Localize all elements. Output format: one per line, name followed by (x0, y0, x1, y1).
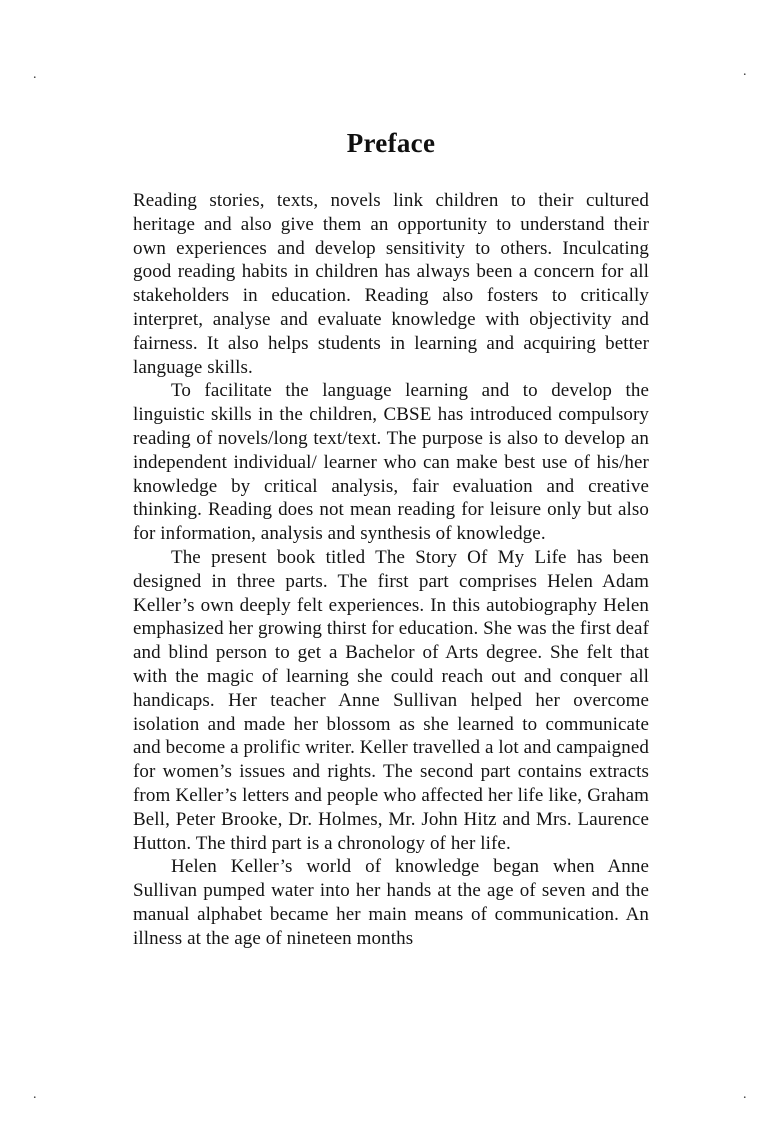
corner-mark-top-right: . (743, 64, 747, 79)
paragraph-4: Helen Keller’s world of knowledge began when Anne Sullivan pumped water into her hands at the age of seven and the manual alphabet became her main means of communication. An illness at the age of nineteen months (133, 856, 649, 949)
corner-mark-bottom-right: . (743, 1087, 747, 1102)
corner-mark-bottom-left: . (33, 1087, 37, 1102)
paragraph-2: To facilitate the language learning and to develop the linguistic skills in the children, CBSE has introduced compulsory reading of novels/long text/text. The purpose is also to develop an independent individual/ learner who can make best use of his/her knowledge by critical analysis, fair evaluation and creative thinking. Reading does not mean reading for leisure only but also for information, analysis and synthesis of knowledge. (133, 380, 649, 545)
corner-mark-top-left: . (33, 67, 37, 82)
page-content (133, 128, 649, 951)
paragraph-1: Reading stories, texts, novels link children to their cultured heritage and also give them an opportunity to understand their own experiences and develop sensitivity to others. Inculcating good reading habits in children has always been a concern for all stakeholders in education. Reading also fosters to critically interpret, analyse and evaluate knowledge with objectivity and fairness. It also helps students in learning and acquiring better language skills. (133, 190, 649, 378)
paragraph-3: The present book titled The Story Of My Life has been designed in three parts. The first part comprises Helen Adam Keller’s own deeply felt experiences. In this autobiography Helen emphasized her growing thirst for education. She was the first deaf and blind person to get a Bachelor of Arts degree. She felt that with the magic of learning she could reach out and conquer all handicaps. Her teacher Anne Sullivan helped her overcome isolation and made her blossom as she learned to communicate and become a prolific writer. Keller travelled a lot and campaigned for women’s issues and rights. The second part contains extracts from Keller’s letters and people who affected her life like, Graham Bell, Peter Brooke, Dr. Holmes, Mr. John Hitz and Mrs. Laurence Hutton. The third part is a chronology of her life. (133, 546, 649, 854)
page-title: Preface (346, 128, 436, 158)
preface-body (133, 189, 649, 951)
